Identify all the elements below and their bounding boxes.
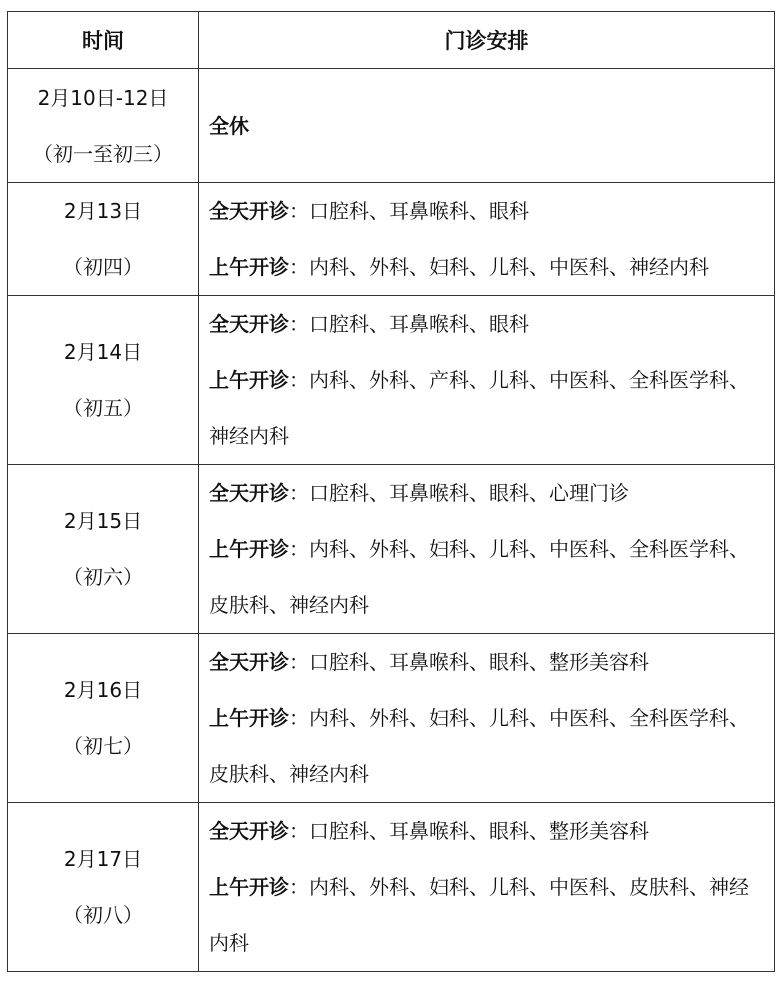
morning-departments: ：内科、外科、妇科、儿科、中医科、全科医学科、皮肤科、神经内科 (209, 706, 749, 786)
header-time: 时间 (8, 12, 199, 69)
morning-line (209, 352, 768, 464)
lunar-text: （初七） (63, 734, 143, 758)
allday-label: 全天开诊 (209, 481, 289, 505)
allday-label: 全天开诊 (209, 650, 289, 674)
outpatient-schedule-table (7, 11, 775, 972)
lunar-text: （初六） (63, 565, 143, 589)
date-cell (8, 69, 199, 183)
lunar-text: （初一至初三） (33, 141, 173, 166)
allday-label: 全天开诊 (209, 312, 289, 336)
date-text: 2月17日 (63, 847, 143, 871)
date-cell (8, 803, 199, 972)
allday-line (209, 465, 768, 521)
table-row (8, 634, 775, 803)
morning-line (209, 521, 768, 633)
allday-label: 全天开诊 (209, 199, 289, 223)
morning-line (209, 690, 768, 802)
morning-departments: ：内科、外科、妇科、儿科、中医科、皮肤科、神经内科 (209, 875, 749, 955)
morning-label: 上午开诊 (209, 255, 289, 279)
schedule-cell (199, 634, 775, 803)
schedule-cell (199, 69, 775, 183)
allday-line (209, 183, 768, 239)
schedule-cell (199, 465, 775, 634)
morning-departments: ：内科、外科、妇科、儿科、中医科、全科医学科、皮肤科、神经内科 (209, 537, 749, 617)
allday-departments: ：口腔科、耳鼻喉科、眼科、整形美容科 (289, 819, 649, 843)
closed-label: 全休 (209, 113, 249, 138)
table-row (8, 803, 775, 972)
morning-label: 上午开诊 (209, 875, 289, 899)
allday-departments: ：口腔科、耳鼻喉科、眼科 (289, 199, 529, 223)
date-text: 2月14日 (63, 340, 143, 364)
morning-line (209, 239, 768, 295)
lunar-text: （初五） (63, 396, 143, 420)
date-text: 2月10日-12日 (37, 85, 169, 110)
table-header-row (8, 12, 775, 69)
date-cell (8, 296, 199, 465)
lunar-text: （初八） (63, 903, 143, 927)
allday-line (209, 803, 768, 859)
date-cell (8, 183, 199, 296)
date-text: 2月15日 (63, 509, 143, 533)
allday-line (209, 296, 768, 352)
schedule-cell (199, 183, 775, 296)
allday-departments: ：口腔科、耳鼻喉科、眼科、整形美容科 (289, 650, 649, 674)
date-cell (8, 465, 199, 634)
schedule-cell (199, 296, 775, 465)
lunar-text: （初四） (63, 255, 143, 279)
table-row (8, 465, 775, 634)
date-cell (8, 634, 199, 803)
morning-line (209, 859, 768, 971)
date-text: 2月16日 (63, 678, 143, 702)
allday-label: 全天开诊 (209, 819, 289, 843)
morning-label: 上午开诊 (209, 706, 289, 730)
table-row (8, 69, 775, 183)
morning-label: 上午开诊 (209, 368, 289, 392)
morning-label: 上午开诊 (209, 537, 289, 561)
header-schedule: 门诊安排 (199, 12, 775, 69)
allday-line (209, 634, 768, 690)
morning-departments: ：内科、外科、产科、儿科、中医科、全科医学科、神经内科 (209, 368, 749, 448)
date-text: 2月13日 (63, 199, 143, 223)
allday-departments: ：口腔科、耳鼻喉科、眼科 (289, 312, 529, 336)
allday-departments: ：口腔科、耳鼻喉科、眼科、心理门诊 (289, 481, 629, 505)
table-row (8, 183, 775, 296)
morning-departments: ：内科、外科、妇科、儿科、中医科、神经内科 (289, 255, 709, 279)
schedule-cell (199, 803, 775, 972)
table-row (8, 296, 775, 465)
